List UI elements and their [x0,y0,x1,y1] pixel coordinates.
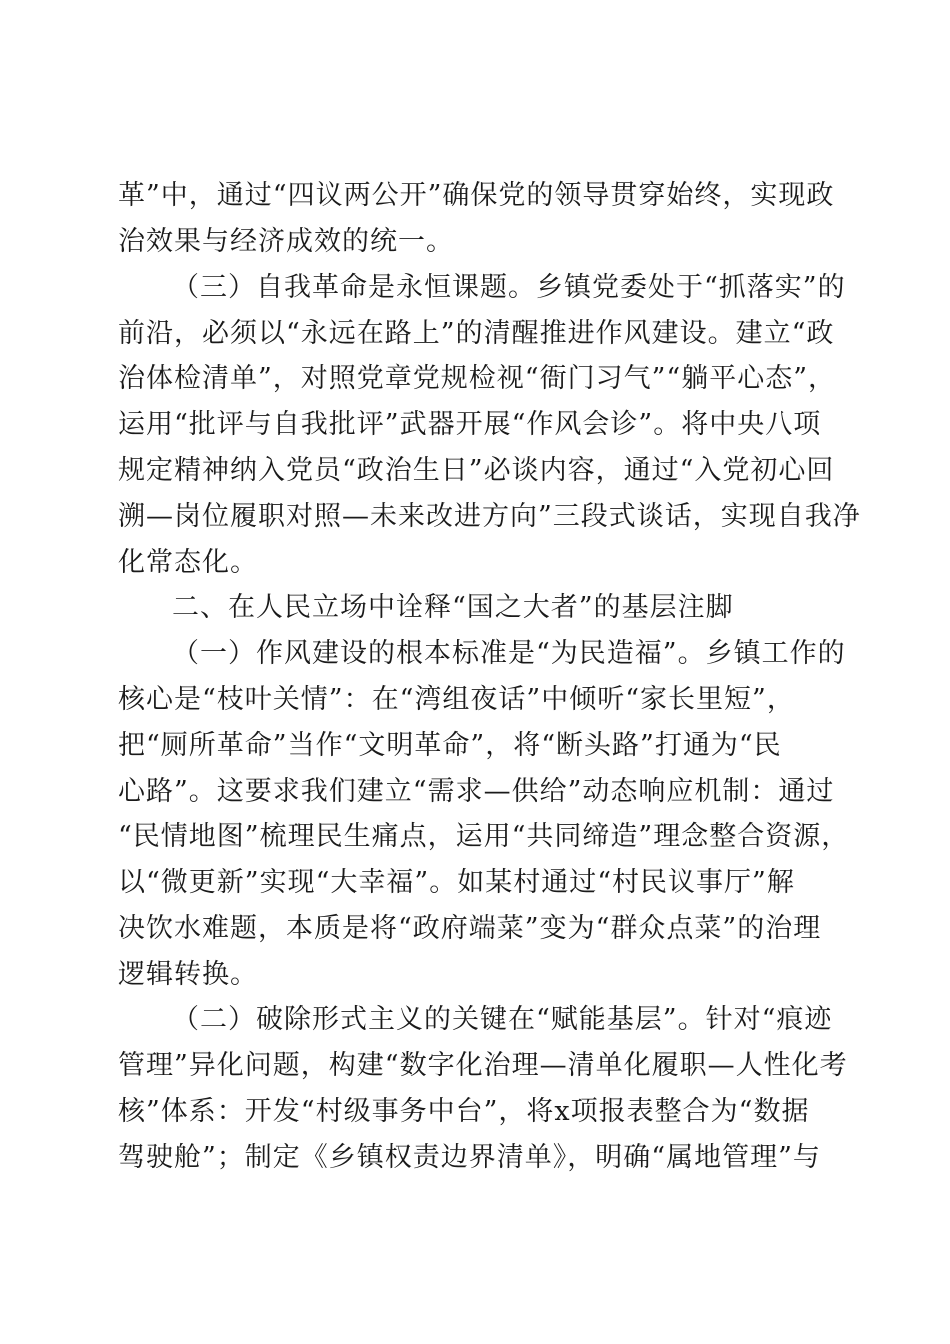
text-line: 逻辑转换。 [118,959,258,990]
text-line: 前沿，必须以“永远在路上”的清醒推进作风建设。建立“政 [118,318,835,349]
text-line: 决饮水难题，本质是将“政府端菜”变为“群众点菜”的治理 [118,913,822,944]
text-line: “民情地图”梳理民生痛点，运用“共同缔造”理念整合资源， [118,821,850,852]
text-line: 以“微更新”实现“大幸福”。如某村通过“村民议事厅”解 [118,867,795,898]
text-line: 治体检清单”，对照党章党规检视“衙门习气”“躺平心态”， [118,363,837,394]
text-line: 核”体系：开发“村级事务中台”，将x项报表整合为“数据 [118,1096,810,1127]
text-line: 治效果与经济成效的统一。 [118,226,454,257]
text-line: 化常态化。 [118,547,258,578]
paragraph-three-start: （三）自我革命是永恒课题。乡镇党委处于“抓落实”的 [172,272,846,303]
text-line: 溯—岗位履职对照—未来改进方向”三段式谈话，实现自我净 [118,501,861,532]
text-line: 把“厕所革命”当作“文明革命”，将“断头路”打通为“民 [118,730,782,761]
text-line-continuation: 革”中，通过“四议两公开”确保党的领导贯穿始终，实现政 [118,180,835,211]
text-line: 心路”。这要求我们建立“需求—供给”动态响应机制：通过 [118,776,835,807]
section-heading: 二、在人民立场中诠释“国之大者”的基层注脚 [172,592,734,623]
text-line: 运用“批评与自我批评”武器开展“作风会诊”。将中央八项 [118,409,822,440]
text-line: 驾驶舱”；制定《乡镇权责边界清单》，明确“属地管理”与 [118,1142,821,1173]
text-line: 管理”异化问题，构建“数字化治理—清单化履职—人性化考 [118,1050,848,1081]
paragraph-one-start: （一）作风建设的根本标准是“为民造福”。乡镇工作的 [172,638,846,669]
paragraph-two-start: （二）破除形式主义的关键在“赋能基层”。针对“痕迹 [172,1004,833,1035]
text-line: 核心是“枝叶关情”：在“湾组夜话”中倾听“家长里短”， [118,684,795,715]
text-line: 规定精神纳入党员“政治生日”必谈内容，通过“入党初心回 [118,455,835,486]
